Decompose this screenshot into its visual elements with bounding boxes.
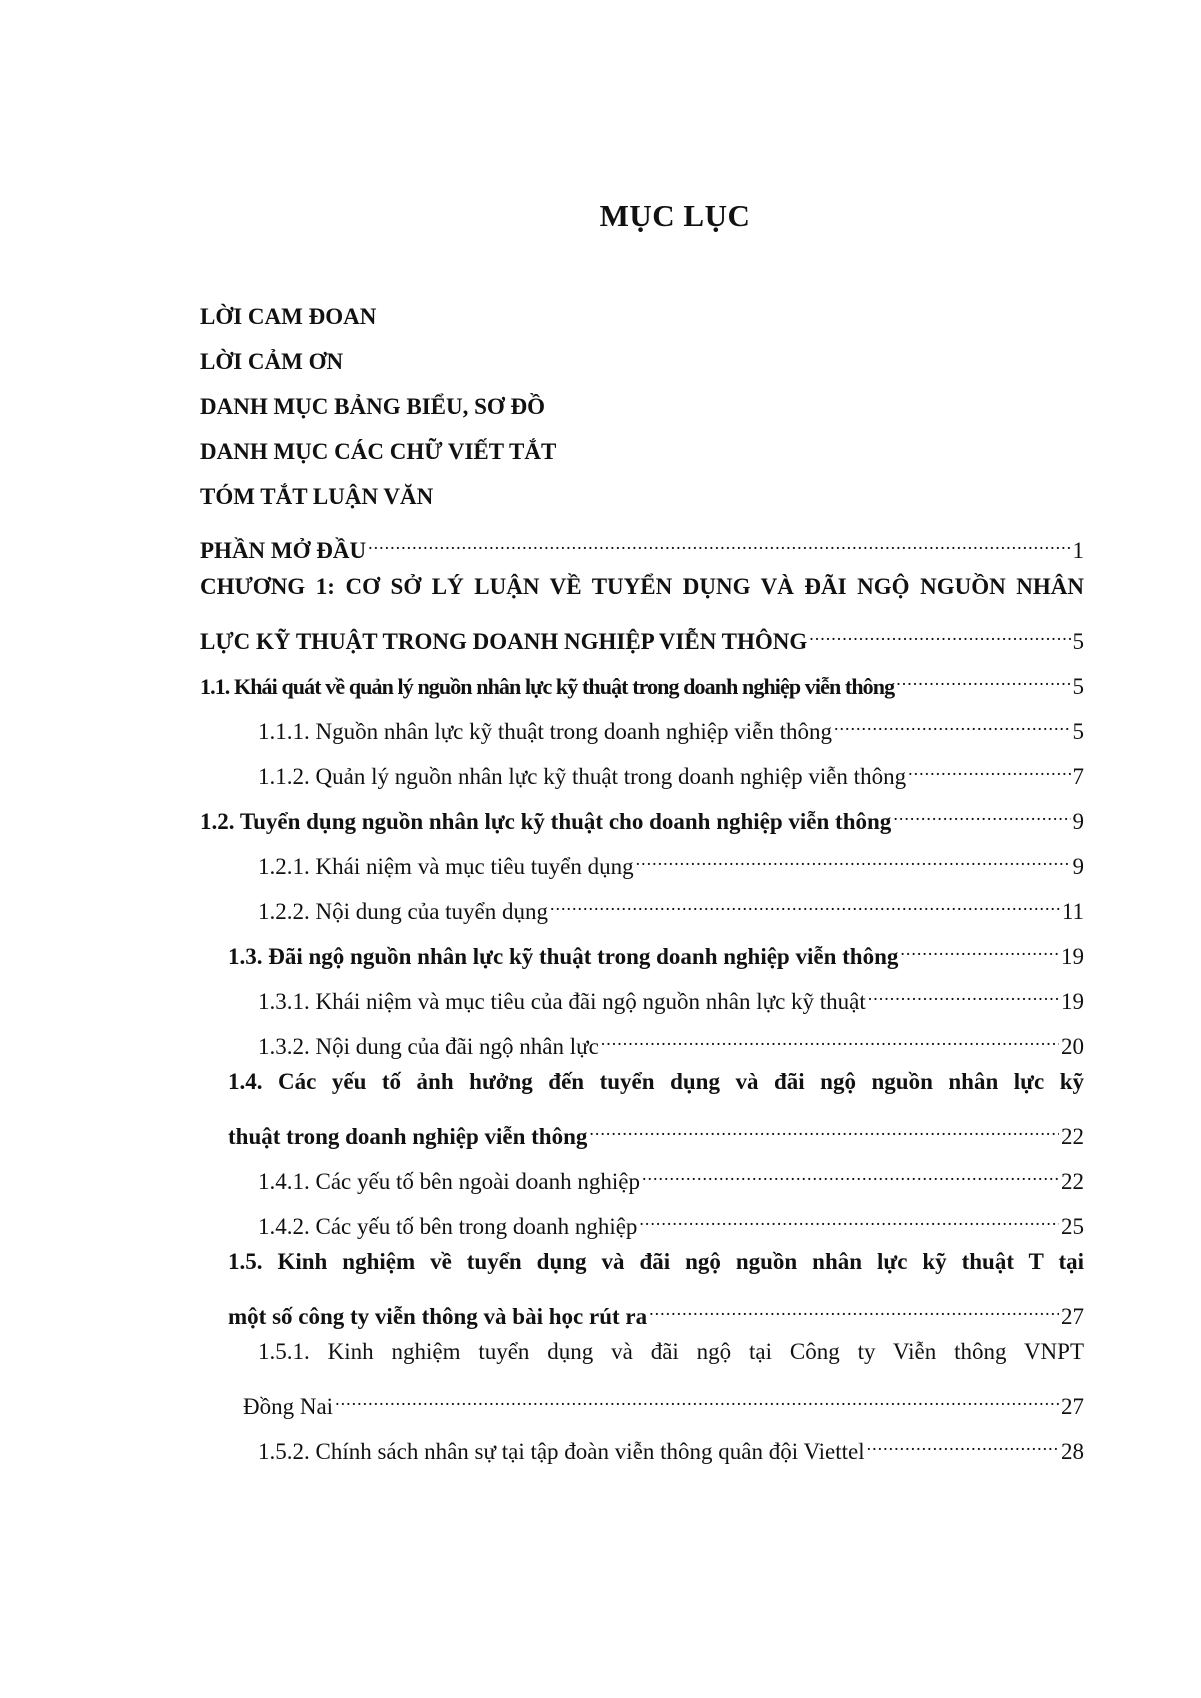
toc-entry-label: 1.5.2. Chính sách nhân sự tại tập đoàn viễn thông quân đội Viettel: [258, 1439, 865, 1464]
toc-entry-label: một số công ty viễn thông và bài học rút ra: [228, 1304, 648, 1329]
toc-entry-label: DANH MỤC BẢNG BIỂU, SƠ ĐỒ: [200, 394, 546, 419]
toc-entry-label: 1.4.1. Các yếu tố bên ngoài doanh nghiệp: [258, 1169, 640, 1194]
dot-leader: [639, 1200, 1059, 1234]
toc-entry-subsection: [258, 1155, 1084, 1194]
toc-entry-label: Đồng Nai: [243, 1394, 334, 1419]
toc-entry-section-cont: [228, 1110, 1084, 1149]
toc-page-number: 19: [1061, 944, 1084, 969]
dot-leader: [550, 885, 1060, 919]
dot-leader: [908, 750, 1070, 784]
dot-leader: [896, 660, 1070, 694]
dot-leader: [867, 1425, 1059, 1459]
toc-page-number: 25: [1061, 1214, 1084, 1239]
toc-entry-label: LỰC KỸ THUẬT TRONG DOANH NGHIỆP VIỄN THÔNG: [200, 629, 808, 654]
dot-leader: [649, 1290, 1059, 1324]
toc-entry-section: [228, 1065, 1084, 1099]
toc-page-number: 5: [1072, 674, 1084, 699]
toc-entry-section: [228, 1245, 1084, 1279]
toc-entry-label: 1.2. Tuyển dụng nguồn nhân lực kỹ thuật cho doanh nghiệp viễn thông: [200, 809, 892, 834]
toc-entry-label: 1.1.2. Quản lý nguồn nhân lực kỹ thuật trong doanh nghiệp viễn thông: [258, 764, 907, 789]
toc-entry-subsection: [258, 750, 1084, 789]
dot-leader: [636, 840, 1071, 874]
dot-leader: [642, 1155, 1059, 1189]
toc-entry-label: thuật trong doanh nghiệp viễn thông: [228, 1124, 588, 1149]
dot-leader: [601, 1020, 1059, 1054]
toc-entry-subsection: [258, 1425, 1084, 1464]
toc-entry-subsection: [258, 1200, 1084, 1239]
toc-page-number: 22: [1061, 1124, 1084, 1149]
toc-page-number: 1: [1072, 538, 1084, 563]
toc-entry-front-matter: [200, 435, 556, 469]
toc-entry-label: 1.4.2. Các yếu tố bên trong doanh nghiệp: [258, 1214, 638, 1239]
toc-entry-label: CHƯƠNG 1: CƠ SỞ LÝ LUẬN VỀ TUYỂN DỤNG VÀ ĐÃI NGỘ NGUỒN NHÂN: [200, 574, 1084, 599]
toc-entry-front-matter: [200, 300, 376, 334]
toc-entry-label: 1.1.1. Nguồn nhân lực kỹ thuật trong doanh nghiệp viễn thông: [258, 719, 832, 744]
toc-page-number: 9: [1072, 854, 1084, 879]
dot-leader: [868, 975, 1059, 1009]
toc-entry-label: PHẦN MỞ ĐẦU: [200, 538, 367, 563]
toc-entry-front-matter: [200, 345, 343, 379]
toc-page-number: 22: [1061, 1169, 1084, 1194]
toc-page-number: 5: [1072, 719, 1084, 744]
dot-leader: [368, 524, 1070, 558]
toc-entry-label: 1.1. Khái quát về quản lý nguồn nhân lực kỹ thuật trong doanh nghiệp viễn thông: [200, 674, 895, 699]
toc-entry-chapter-1: [200, 570, 1084, 604]
toc-entry-label: 1.3.1. Khái niệm và mục tiêu của đãi ngộ nguồn nhân lực kỹ thuật: [258, 989, 866, 1014]
toc-entry-section-cont: [228, 1290, 1084, 1329]
toc-page-number: 9: [1072, 809, 1084, 834]
toc-page-number: 5: [1072, 629, 1084, 654]
toc-entry-label: LỜI CAM ĐOAN: [200, 304, 377, 329]
dot-leader: [900, 930, 1059, 964]
dot-leader: [809, 615, 1070, 649]
toc-entry-label: 1.2.1. Khái niệm và mục tiêu tuyển dụng: [258, 854, 634, 879]
toc-entry-chapter-1-cont: [200, 615, 1084, 654]
toc-entry-label: TÓM TẮT LUẬN VĂN: [200, 484, 434, 509]
toc-entry-label: 1.2.2. Nội dung của tuyển dụng: [258, 899, 549, 924]
toc-entry-label: 1.3.2. Nội dung của đãi ngộ nhân lực: [258, 1034, 599, 1059]
toc-page-number: 27: [1061, 1304, 1084, 1329]
toc-entry-section: [228, 930, 1084, 969]
toc-entry-label: LỜI CẢM ƠN: [200, 349, 344, 374]
toc-entry-label: DANH MỤC CÁC CHỮ VIẾT TẮT: [200, 439, 557, 464]
toc-entry-subsection: [258, 705, 1084, 744]
page-title: MỤC LỤC: [599, 198, 751, 233]
toc-page-number: 7: [1072, 764, 1084, 789]
toc-entry-label: 1.4. Các yếu tố ảnh hưởng đến tuyển dụng và đãi ngộ nguồn nhân lực kỹ: [228, 1069, 1084, 1094]
toc-entry-front-matter: [200, 390, 545, 424]
dot-leader: [335, 1380, 1059, 1414]
dot-leader: [893, 795, 1070, 829]
toc-entry-subsection-cont: [243, 1380, 1084, 1419]
toc-entry-subsection: [258, 975, 1084, 1014]
toc-entry-label: 1.3. Đãi ngộ nguồn nhân lực kỹ thuật trong doanh nghiệp viễn thông: [228, 944, 899, 969]
toc-entry-subsection: [258, 1335, 1084, 1369]
toc-page-number: 11: [1061, 899, 1084, 924]
dot-leader: [589, 1110, 1059, 1144]
toc-page-number: 20: [1061, 1034, 1084, 1059]
toc-entry-section: [200, 795, 1084, 834]
toc-entry-section: [200, 660, 1084, 699]
toc-entry-label: 1.5. Kinh nghiệm về tuyển dụng và đãi ngộ nguồn nhân lực kỹ thuật T tại: [228, 1249, 1084, 1274]
toc-page-number: 27: [1061, 1394, 1084, 1419]
toc-entry-label: 1.5.1. Kinh nghiệm tuyển dụng và đãi ngộ tại Công ty Viễn thông VNPT: [258, 1339, 1084, 1364]
toc-entry-subsection: [258, 885, 1084, 924]
toc-page-number: 28: [1061, 1439, 1084, 1464]
toc-entry-subsection: [258, 1020, 1084, 1059]
dot-leader: [834, 705, 1071, 739]
toc-entry-front-matter: [200, 480, 433, 514]
toc-page-number: 19: [1061, 989, 1084, 1014]
toc-entry-intro: [200, 524, 1084, 563]
toc-entry-subsection: [258, 840, 1084, 879]
